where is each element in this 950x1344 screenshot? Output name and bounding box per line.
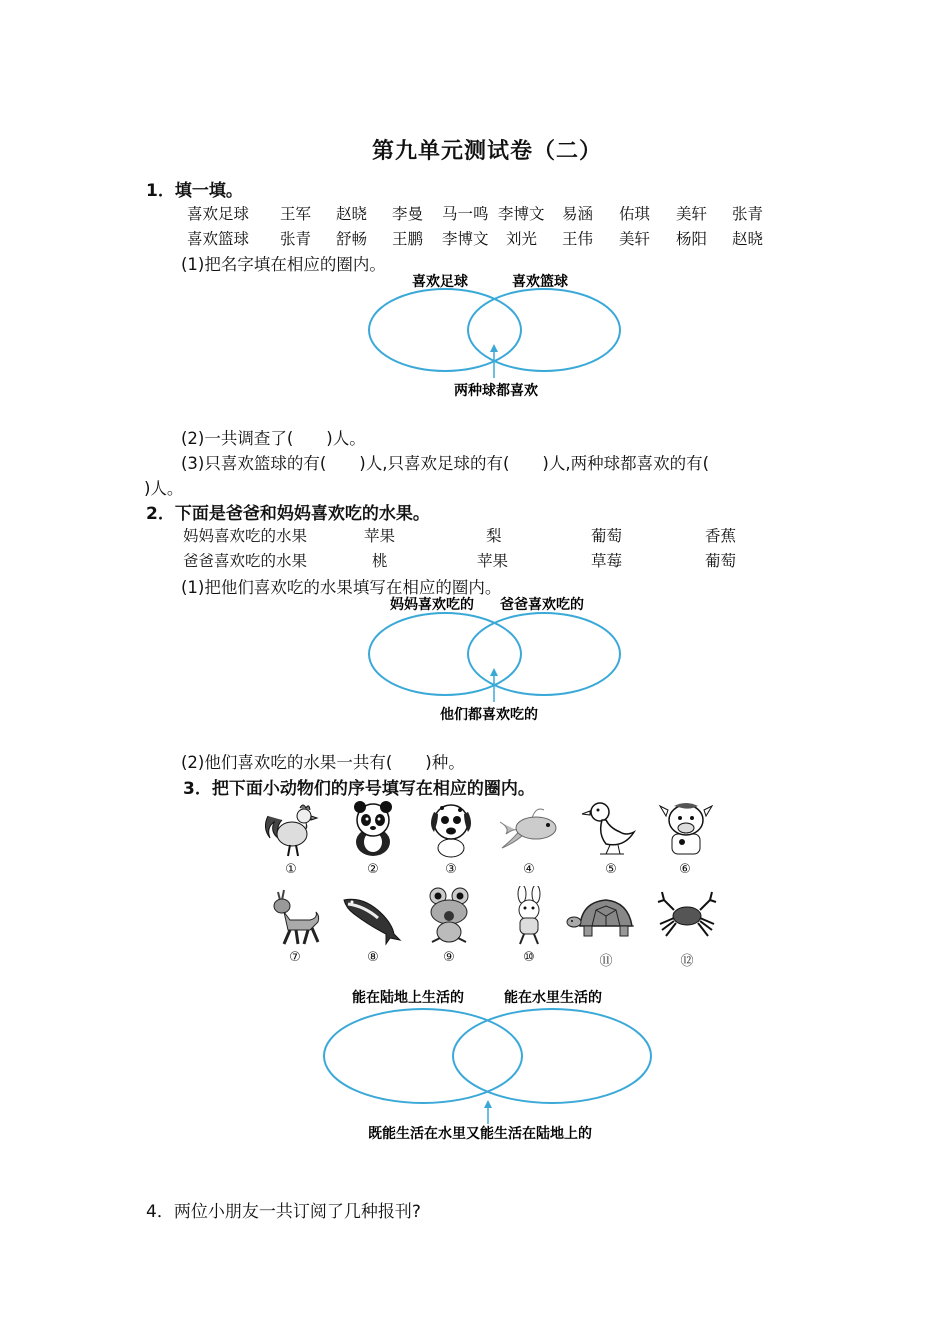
q1-sub3-line1: (3)只喜欢篮球的有( )人,只喜欢足球的有( )人,两种球都喜欢的有(	[181, 454, 710, 473]
name-cell: 杨阳	[676, 230, 708, 248]
rabbit-icon	[498, 886, 560, 948]
venn-circle-left[interactable]	[369, 613, 521, 695]
fruit-cell: 苹果	[477, 552, 509, 570]
animal-number: ②	[367, 862, 379, 877]
animal-goldfish	[496, 798, 562, 877]
name-cell: 张青	[280, 230, 312, 248]
animal-number: ③	[445, 862, 457, 877]
venn-label-right: 能在水里生活的	[504, 990, 602, 1006]
panda-icon	[342, 798, 404, 860]
frog-icon	[418, 886, 480, 948]
animal-number: ⑩	[523, 950, 535, 965]
name-cell: 易涵	[562, 205, 594, 223]
name-cell: 刘光	[506, 230, 538, 248]
animal-crab	[654, 886, 720, 969]
animal-turtle	[566, 886, 646, 969]
crab-icon	[654, 886, 720, 948]
venn-diagram-animals	[318, 984, 663, 1146]
animal-number: ⑪	[599, 954, 613, 969]
fruit-cell: 草莓	[591, 552, 623, 570]
venn-label-left: 喜欢足球	[412, 274, 468, 290]
animal-number: ⑥	[679, 862, 691, 877]
venn-label-bottom: 他们都喜欢吃的	[440, 707, 538, 723]
animal-whale	[340, 886, 406, 965]
name-cell: 佑琪	[619, 205, 651, 223]
duck-icon	[580, 798, 642, 860]
arrow-head-icon	[490, 668, 498, 676]
venn-circle-left[interactable]	[324, 1009, 522, 1103]
animal-panda	[340, 798, 406, 877]
fruit-cell: 苹果	[364, 527, 396, 545]
q2-row-mom	[0, 524, 950, 546]
animal-frog	[416, 886, 482, 965]
animal-number: ⑫	[680, 954, 694, 969]
venn-diagram-fruits	[360, 592, 630, 728]
q1-sub2: (2)一共调查了( )人。	[181, 429, 366, 448]
goldfish-icon	[496, 798, 562, 860]
name-cell: 马一鸣	[442, 205, 489, 223]
animal-rabbit	[496, 886, 562, 965]
name-cell: 美轩	[676, 205, 708, 223]
animal-cow	[652, 798, 718, 877]
q2-sub2: (2)他们喜欢吃的水果一共有( )种。	[181, 753, 465, 772]
fruit-cell: 葡萄	[591, 527, 623, 545]
row-label: 喜欢足球	[187, 205, 250, 223]
animal-dog	[418, 798, 484, 877]
venn-label-bottom: 两种球都喜欢	[454, 383, 538, 399]
animal-number: ④	[523, 862, 535, 877]
row-label: 爸爸喜欢吃的水果	[183, 552, 308, 570]
venn-label-right: 爸爸喜欢吃的	[500, 597, 584, 613]
fruit-cell: 香蕉	[705, 527, 737, 545]
row-label: 妈妈喜欢吃的水果	[183, 527, 308, 545]
name-cell: 张青	[732, 205, 764, 223]
q1-sub3-line2: )人。	[144, 479, 184, 498]
animal-number: ①	[285, 862, 297, 877]
animal-number: ⑧	[367, 950, 379, 965]
name-cell: 李博文	[498, 205, 545, 223]
q2-heading: 2．下面是爸爸和妈妈喜欢吃的水果。	[146, 504, 430, 524]
animal-rooster	[258, 798, 324, 877]
venn-circle-left[interactable]	[369, 289, 521, 371]
turtle-icon	[566, 886, 646, 948]
q4-heading: 4．两位小朋友一共订阅了几种报刊?	[146, 1202, 421, 1222]
name-cell: 王鹏	[392, 230, 424, 248]
q2-row-dad	[0, 549, 950, 571]
name-cell: 赵晓	[336, 205, 368, 223]
dog-icon	[420, 798, 482, 860]
q1-sub1: (1)把名字填在相应的圈内。	[181, 255, 386, 274]
whale-icon	[340, 886, 406, 948]
page-title: 第九单元测试卷（二）	[372, 138, 603, 164]
name-cell: 李曼	[392, 205, 424, 223]
name-cell: 李博文	[442, 230, 489, 248]
name-cell: 美轩	[619, 230, 651, 248]
row-label: 喜欢篮球	[187, 230, 250, 248]
venn-diagram-sports	[360, 268, 630, 404]
venn-circle-right[interactable]	[468, 613, 620, 695]
animal-number: ⑨	[443, 950, 455, 965]
animal-duck	[578, 798, 644, 877]
arrow-head-icon	[484, 1100, 492, 1108]
fruit-cell: 桃	[372, 552, 388, 570]
venn-circle-right[interactable]	[468, 289, 620, 371]
venn-label-bottom: 既能生活在水里又能生活在陆地上的	[368, 1126, 592, 1142]
animal-deer	[262, 886, 328, 965]
cow-icon	[654, 798, 716, 860]
venn-label-right: 喜欢篮球	[512, 274, 568, 290]
q1-row-football	[0, 202, 950, 224]
fruit-cell: 梨	[486, 527, 502, 545]
deer-icon	[264, 886, 326, 948]
name-cell: 赵晓	[732, 230, 764, 248]
name-cell: 王军	[280, 205, 312, 223]
venn-label-left: 妈妈喜欢吃的	[390, 597, 474, 613]
animal-number: ⑦	[289, 950, 301, 965]
q1-row-basketball	[0, 227, 950, 249]
animal-number: ⑤	[605, 862, 617, 877]
arrow-head-icon	[490, 344, 498, 352]
q3-heading: 3．把下面小动物们的序号填写在相应的圈内。	[183, 779, 535, 799]
name-cell: 舒畅	[336, 230, 368, 248]
q2-sub1: (1)把他们喜欢吃的水果填写在相应的圈内。	[181, 578, 502, 597]
venn-label-left: 能在陆地上生活的	[352, 990, 464, 1006]
name-cell: 王伟	[562, 230, 594, 248]
venn-circle-right[interactable]	[453, 1009, 651, 1103]
q1-heading: 1．填一填。	[146, 181, 243, 201]
rooster-icon	[260, 798, 322, 860]
fruit-cell: 葡萄	[705, 552, 737, 570]
